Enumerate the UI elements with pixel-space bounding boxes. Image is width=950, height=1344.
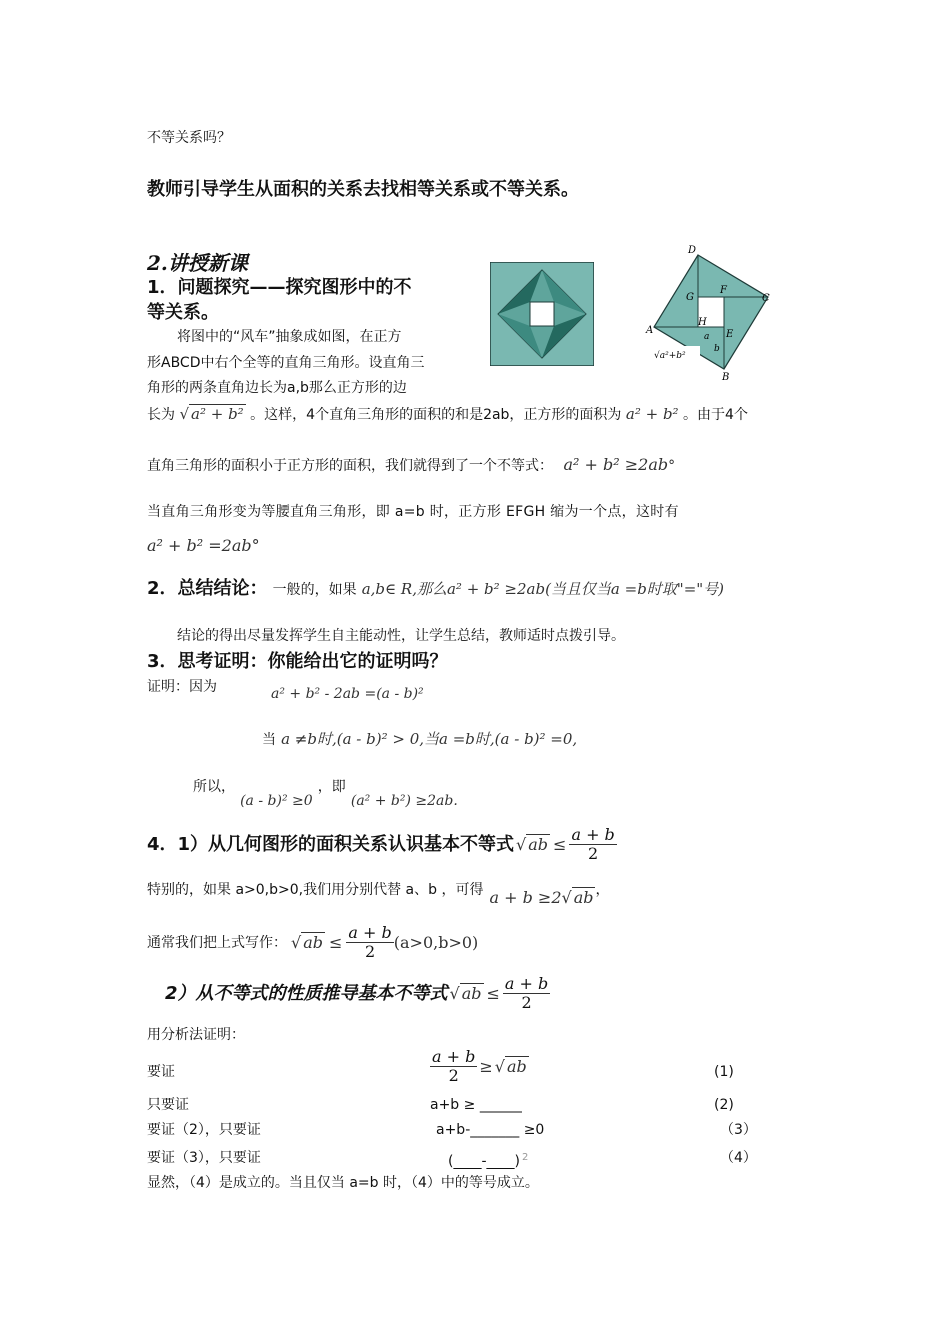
numerator: a + b bbox=[504, 974, 549, 993]
label-a: A bbox=[646, 325, 654, 336]
label-b: B bbox=[722, 372, 730, 383]
fraction bbox=[503, 975, 550, 1012]
label-sqrt: √a²+b² bbox=[654, 351, 686, 361]
math-expression: a,b∈ R,那么a² + b² ≥2ab(当且仅当a =b时取"="号) bbox=[361, 580, 725, 598]
math-symbol: ≤ bbox=[553, 835, 567, 854]
sqrt-expression: √ ab bbox=[291, 933, 323, 952]
text-line bbox=[147, 576, 724, 602]
radicand: ab bbox=[506, 1057, 527, 1076]
text-line: 结论的得出尽量发挥学生自主能动性，让学生总结，教师适时点拨引导。 bbox=[177, 628, 625, 644]
text-line bbox=[262, 728, 577, 750]
text-segment: 。这样，4个直角三角形的面积的和是2ab，正方形的面积为 bbox=[250, 407, 622, 423]
text-line: 形ABCD中右个全等的直角三角形。设直角三 bbox=[147, 355, 425, 371]
text-line bbox=[193, 776, 458, 809]
text-segment: 一般的，如果 bbox=[272, 582, 357, 598]
heading: 1．问题探究——探究图形中的不 bbox=[147, 277, 412, 298]
math-expression: a² + b² ≥2ab bbox=[563, 455, 669, 474]
text-line bbox=[147, 880, 610, 907]
row-math bbox=[430, 1048, 529, 1085]
square-abcd-figure bbox=[640, 243, 780, 383]
heading: 等关系。 bbox=[147, 302, 219, 323]
row-label: 只要证 bbox=[147, 1097, 189, 1113]
text-line bbox=[147, 924, 478, 961]
row-number: (1) bbox=[714, 1064, 734, 1080]
text-line bbox=[147, 404, 748, 425]
exponent: 2 bbox=[521, 1152, 529, 1163]
section-title: 2.讲授新课 bbox=[147, 251, 248, 275]
numerator: a + b bbox=[432, 1047, 476, 1066]
text-line: 显然，（4）是成立的。当且仅当 a=b 时，（4）中的等号成立。 bbox=[147, 1175, 539, 1191]
math-expression: (a - b)² ≥0 bbox=[240, 793, 313, 809]
label-d: D bbox=[688, 245, 697, 256]
heading: 2）从不等式的性质推导基本不等式 bbox=[165, 982, 448, 1004]
text-segment: 。由于4个 bbox=[683, 407, 748, 423]
text-segment: 长为 bbox=[147, 407, 175, 423]
text-line: 教师引导学生从面积的关系去找相等关系或不等关系。 bbox=[147, 179, 579, 200]
text-segment: ，即 bbox=[317, 779, 346, 795]
text-line bbox=[147, 455, 675, 476]
math-expression: a + b ≥2 bbox=[489, 888, 562, 907]
denominator: 2 bbox=[364, 942, 376, 961]
text-line bbox=[147, 826, 617, 863]
denominator: 2 bbox=[521, 993, 532, 1012]
denominator: 2 bbox=[448, 1066, 459, 1085]
text-line: 当直角三角形变为等腰直角三角形，即 a=b 时，正方形 EFGH 缩为一个点，这时有 bbox=[147, 504, 679, 520]
fraction bbox=[346, 924, 393, 961]
text-segment: 当 bbox=[262, 732, 276, 748]
text-segment: 所以， bbox=[193, 779, 235, 795]
row-label: 要证（2），只要证 bbox=[147, 1122, 261, 1138]
row-math: a+b-_______ ≥0 bbox=[436, 1122, 545, 1138]
text-line: 角形的两条直角边长为a,b那么正方形的边 bbox=[147, 380, 407, 396]
text-line: 将图中的“风车”抽象成如图，在正方 bbox=[177, 329, 402, 345]
math-expression: (a² + b²) ≥2ab. bbox=[350, 793, 458, 809]
math-dot: ° bbox=[668, 458, 676, 474]
sqrt-expression: √ a² + b² bbox=[179, 405, 244, 423]
heading: 2．总结结论： bbox=[147, 578, 268, 599]
text-line: 用分析法证明： bbox=[147, 1027, 245, 1043]
sqrt-expression: √ ab bbox=[449, 984, 482, 1003]
math-symbol: ≥ bbox=[479, 1057, 493, 1076]
sqrt-expression: √ ab bbox=[561, 888, 594, 907]
row-number: (2) bbox=[714, 1097, 734, 1113]
label-f: F bbox=[720, 285, 727, 296]
row-number: （3） bbox=[720, 1122, 757, 1138]
text-segment: 特别的，如果 a>0,b>0,我们用分别代替 a、b ，可得 bbox=[147, 882, 484, 898]
radicand: ab bbox=[528, 835, 549, 854]
heading: 4．1）从几何图形的面积关系认识基本不等式 bbox=[147, 833, 515, 855]
radicand: a² + b² bbox=[191, 405, 244, 423]
fraction bbox=[569, 826, 616, 863]
text-line bbox=[147, 536, 260, 555]
math-expression: a ≠b时,(a - b)² > 0,当a =b时,(a - b)² =0, bbox=[281, 730, 578, 748]
fraction bbox=[430, 1048, 477, 1085]
row-label: 要证 bbox=[147, 1064, 175, 1080]
row-label: 要证（3），只要证 bbox=[147, 1150, 261, 1166]
math-expression: a² + b² - 2ab =(a - b)² bbox=[271, 686, 424, 702]
math-dot: ° bbox=[251, 536, 260, 555]
denominator: 2 bbox=[588, 844, 599, 863]
pinwheel-figure bbox=[490, 262, 594, 366]
text-segment: 通常我们把上式写作： bbox=[147, 934, 287, 951]
numerator: a + b bbox=[348, 923, 392, 942]
heading: 3．思考证明：你能给出它的证明吗？ bbox=[147, 651, 448, 672]
sqrt-expression: √ ab bbox=[494, 1057, 527, 1076]
text-segment: ， bbox=[595, 882, 610, 898]
math-expression: (____-____) bbox=[448, 1153, 520, 1170]
radicand: ab bbox=[461, 984, 482, 1003]
label-h: H bbox=[698, 317, 707, 328]
math-expression: a² + b² bbox=[625, 405, 679, 423]
radicand: ab bbox=[573, 888, 594, 907]
text-line bbox=[165, 975, 550, 1012]
math-symbol: ≤ bbox=[486, 984, 500, 1003]
label-e: E bbox=[726, 329, 734, 340]
text-segment: 直角三角形的面积小于正方形的面积，我们就得到了一个不等式： bbox=[147, 458, 553, 474]
label-c: C bbox=[762, 293, 770, 304]
label-side-b: b bbox=[714, 344, 720, 354]
row-number: （4） bbox=[720, 1150, 757, 1166]
row-math: a+b ≥ ______ bbox=[430, 1097, 522, 1113]
sqrt-expression: √ ab bbox=[516, 835, 549, 854]
math-expression: (a>0,b>0) bbox=[393, 933, 479, 952]
label-g: G bbox=[686, 292, 694, 303]
text-line: 不等关系吗？ bbox=[147, 130, 231, 146]
numerator: a + b bbox=[571, 825, 615, 844]
math-symbol: ≤ bbox=[328, 933, 343, 952]
math-expression: a² + b² =2ab bbox=[147, 536, 252, 555]
row-math bbox=[448, 1148, 528, 1172]
text-line: 证明：因为 bbox=[147, 679, 217, 695]
radicand: ab bbox=[303, 933, 323, 952]
label-side-a: a bbox=[704, 332, 710, 342]
